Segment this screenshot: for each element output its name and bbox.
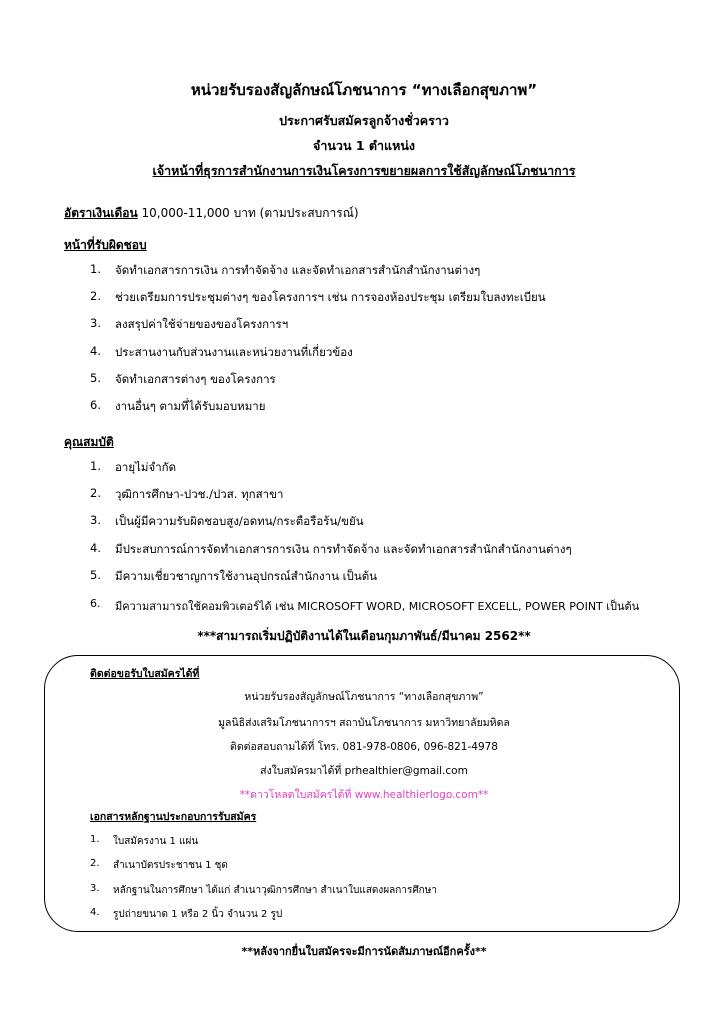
contact-phone-line: ติดต่อสอบถามได้ที่ โทร. 081-978-0806, 096-821-4978 — [230, 741, 498, 753]
list-item-number: 2. — [90, 289, 101, 303]
contact-email-line: ส่งใบสมัครมาได้ที่ prhealthier@gmail.com — [260, 765, 468, 777]
position-title: เจ้าหน้าที่ธุรการสำนักงานการเงินโครงการขยายผลการใช้สัญลักษณ์โภชนาการ — [152, 163, 576, 178]
list-item-text: มีความเชี่ยวชาญการใช้งานอุปกรณ์สำนักงาน เป็นต้น — [115, 569, 378, 583]
contact-org-line: หน่วยรับรองสัญลักษณ์โภชนาการ “ทางเลือกสุขภาพ” — [244, 691, 484, 703]
salary-value: 10,000-11,000 บาท (ตามประสบการณ์) — [141, 206, 359, 220]
list-item-text: สำเนาบัตรประชาชน 1 ชุด — [113, 860, 228, 871]
page-title: หน่วยรับรองสัญลักษณ์โภชนาการ “ทางเลือกสุขภาพ” — [190, 81, 538, 99]
list-item-number: 3. — [90, 316, 101, 330]
list-item-text: ลงสรุปค่าใช้จ่ายของของโครงการฯ — [115, 317, 289, 331]
documents-heading: เอกสารหลักฐานประกอบการรับสมัคร — [90, 811, 257, 823]
list-item-number: 2. — [90, 486, 101, 500]
start-date-note: ***สามารถเริ่มปฏิบัติงานได้ในเดือนกุมภาพันธ์/มีนาคม 2562** — [197, 629, 531, 643]
list-item-number: 3. — [90, 513, 101, 527]
duties-heading: หน้าที่รับผิดชอบ — [64, 238, 147, 252]
list-item-text: เป็นผู้มีความรับผิดชอบสูง/อดทน/กระตือรือร้น/ขยัน — [115, 514, 364, 528]
list-item-text: รูปถ่ายขนาด 1 หรือ 2 นิ้ว จำนวน 2 รูป — [113, 909, 283, 920]
list-item-text: ประสานงานกับส่วนงานและหน่วยงานที่เกี่ยวข้อง — [115, 345, 353, 359]
list-item-number: 1. — [90, 262, 101, 276]
list-item-text: มีประสบการณ์การจัดทำเอกสารการเงิน การทำจัดจ้าง และจัดทำเอกสารสำนักสำนักงานต่างๆ — [115, 542, 572, 556]
position-count: จำนวน 1 ตำแหน่ง — [313, 138, 415, 153]
list-item-text: อายุไม่จำกัด — [115, 460, 177, 474]
list-item-number: 5. — [90, 371, 101, 385]
salary-line — [64, 204, 359, 223]
list-item-number: 5. — [90, 568, 101, 582]
list-item-number: 3. — [90, 883, 100, 894]
list-item-text: จัดทำเอกสารต่างๆ ของโครงการ — [115, 372, 276, 386]
list-item-number: 2. — [90, 858, 100, 869]
download-prefix: **ดาวโหลดใบสมัครได้ที่ — [239, 789, 352, 801]
announcement-subtitle: ประกาศรับสมัครลูกจ้างชั่วคราว — [279, 113, 449, 128]
list-item-text: งานอื่นๆ ตามที่ได้รับมอบหมาย — [115, 399, 266, 413]
list-item-text: ช่วยเตรียมการประชุมต่างๆ ของโครงการฯ เช่น การจองห้องประชุม เตรียมใบลงทะเบียน — [115, 290, 546, 304]
list-item-number: 4. — [90, 907, 100, 918]
list-item-text: มีความสามารถใช้คอมพิวเตอร์ได้ เช่น MICROSOFT WORD, MICROSOFT EXCELL, POWER POINT เป็นต้น — [115, 600, 640, 613]
list-item-number: 1. — [90, 834, 100, 845]
contact-foundation-line: มูลนิธิส่งเสริมโภชนาการฯ สถาบันโภชนาการ มหาวิทยาลัยมหิดล — [218, 717, 510, 729]
list-item-text: ใบสมัครงาน 1 แผ่น — [113, 836, 199, 847]
contact-heading: ติดต่อขอรับใบสมัครได้ที่ — [90, 668, 200, 680]
list-item-number: 4. — [90, 344, 101, 358]
qualifications-heading: คุณสมบัติ — [64, 435, 114, 449]
download-suffix: ** — [477, 789, 489, 801]
download-link[interactable]: www.healthierlogo.com — [354, 789, 478, 801]
interview-note: **หลังจากยื่นใบสมัครจะมีการนัดสัมภาษณ์อีกครั้ง** — [241, 945, 487, 958]
list-item-number: 1. — [90, 459, 101, 473]
list-item-number: 4. — [90, 541, 101, 555]
download-line — [0, 786, 728, 803]
list-item-text: หลักฐานในการศึกษา ได้แก่ สำเนาวุฒิการศึกษา สำเนาใบแสดงผลการศึกษา — [113, 885, 437, 896]
list-item-text: จัดทำเอกสารการเงิน การทำจัดจ้าง และจัดทำเอกสารสำนักสำนักงานต่างๆ — [115, 263, 481, 277]
list-item-number: 6. — [90, 597, 101, 610]
list-item-number: 6. — [90, 398, 101, 412]
salary-label: อัตราเงินเดือน — [64, 206, 138, 220]
list-item-text: วุฒิการศึกษา-ปวช./ปวส. ทุกสาขา — [115, 487, 284, 501]
